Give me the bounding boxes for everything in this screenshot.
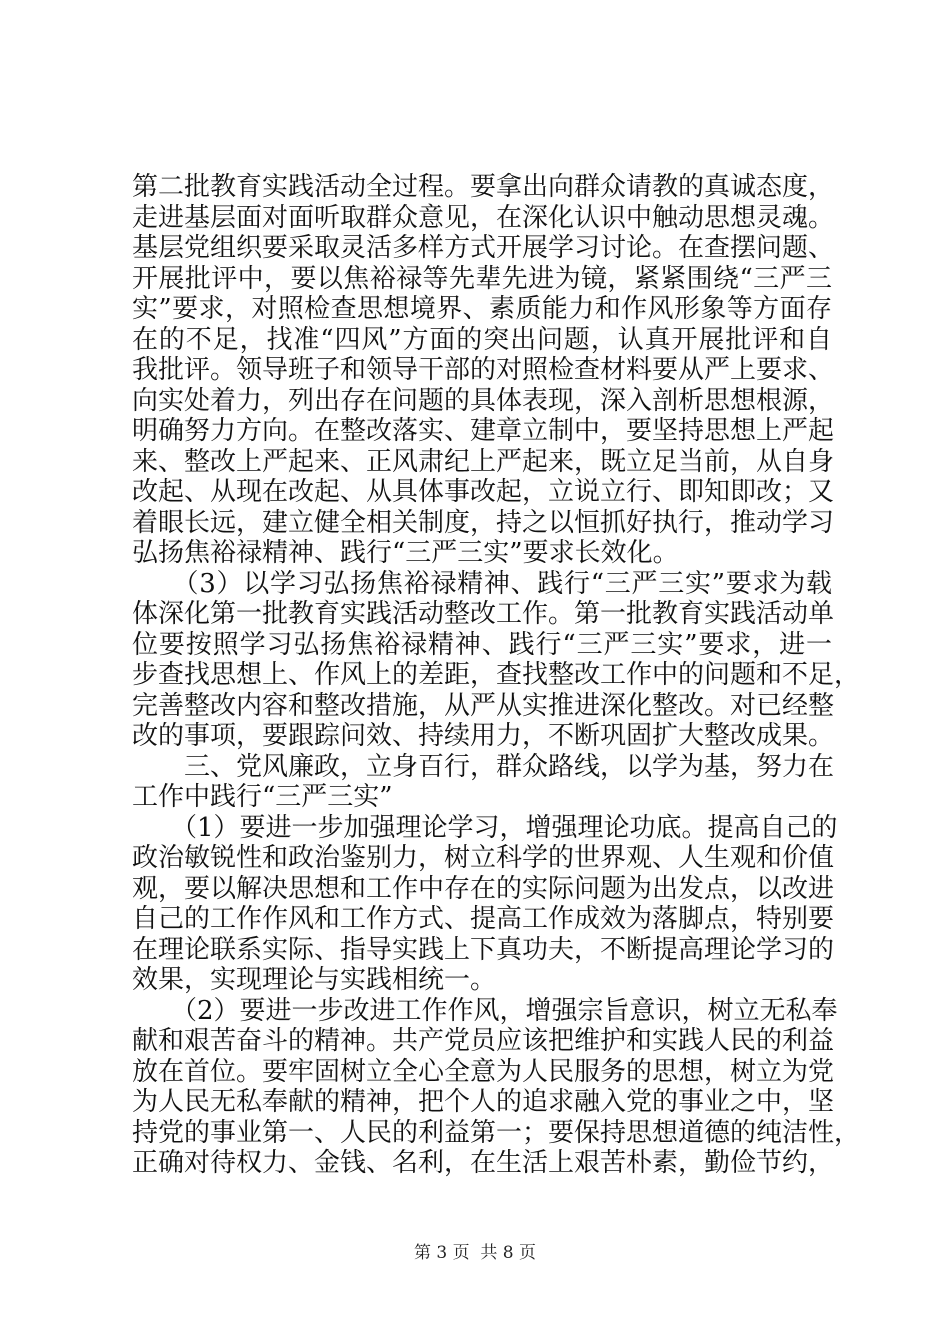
text-line: 基层党组织要采取灵活多样方式开展学习讨论。在查摆问题、 [132, 233, 835, 263]
page-number-label: 第 3 页 共 8 页 [413, 1243, 537, 1263]
text-line: 着眼长远，建立健全相关制度，持之以恒抓好执行，推动学习 [132, 507, 835, 538]
text-line: 工作中践行“三严三实” [132, 782, 393, 812]
text-line: 效果，实现理论与实践相统一。 [132, 965, 497, 995]
text-line: 开展批评中，要以焦裕禄等先辈先进为镜，紧紧围绕“三严三 [132, 263, 832, 294]
text-line: 持党的事业第一、人民的利益第一；要保持思想道德的纯洁性， [132, 1117, 861, 1148]
text-line: 来、整改上严起来、正风肃纪上严起来，既立足当前，从自身 [132, 446, 835, 477]
text-line: 自己的工作作风和工作方式、提高工作成效为落脚点，特别要 [132, 904, 835, 934]
text-line: 在的不足，找准“四风”方面的突出问题，认真开展批评和自 [132, 324, 832, 355]
text-line: 在理论联系实际、指导实践上下真功夫，不断提高理论学习的 [132, 934, 835, 965]
text-line: 观，要以解决思想和工作中存在的实际问题为出发点，以改进 [132, 873, 835, 904]
text-line: 体深化第一批教育实践活动整改工作。第一批教育实践活动单 [132, 599, 835, 629]
text-line: 献和艰苦奋斗的精神。共产党员应该把维护和实践人民的利益 [132, 1026, 835, 1056]
text-line: 弘扬焦裕禄精神、践行“三严三实”要求长效化。 [132, 538, 679, 568]
text-line: 改起、从现在改起、从具体事改起，立说立行、即知即改；又 [132, 477, 835, 507]
text-line: 明确努力方向。在整改落实、建章立制中，要坚持思想上严起 [132, 416, 835, 446]
text-line: 政治敏锐性和政治鉴别力，树立科学的世界观、人生观和价值 [132, 843, 835, 873]
text-line: 放在首位。要牢固树立全心全意为人民服务的思想，树立为党 [132, 1056, 835, 1087]
text-line: 实”要求，对照检查思想境界、素质能力和作风形象等方面存 [132, 294, 832, 324]
text-line: 改的事项，要跟踪问效、持续用力，不断巩固扩大整改成果。 [132, 721, 835, 751]
text-line: 我批评。领导班子和领导干部的对照检查材料要从严上要求、 [132, 355, 835, 385]
document-body [132, 172, 861, 1179]
text-line: 完善整改内容和整改措施，从严从实推进深化整改。对已经整 [132, 690, 835, 721]
text-line: 位要按照学习弘扬焦裕禄精神、践行“三严三实”要求，进一 [132, 629, 832, 660]
text-line: 向实处着力，列出存在问题的具体表现，深入剖析思想根源， [132, 385, 835, 416]
text-line: （3）以学习弘扬焦裕禄精神、践行“三严三实”要求为载 [132, 568, 832, 599]
text-line: 为人民无私奉献的精神，把个人的追求融入党的事业之中，坚 [132, 1087, 835, 1117]
text-line: 走进基层面对面听取群众意见，在深化认识中触动思想灵魂。 [132, 202, 835, 233]
text-line: （2）要进一步改进工作作风，增强宗旨意识，树立无私奉 [132, 995, 838, 1026]
text-line: 三、党风廉政，立身百行，群众路线，以学为基，努力在 [132, 751, 835, 782]
text-line: （1）要进一步加强理论学习，增强理论功底。提高自己的 [132, 812, 838, 843]
text-line: 第二批教育实践活动全过程。要拿出向群众请教的真诚态度， [132, 172, 835, 202]
text-line: 正确对待权力、金钱、名利，在生活上艰苦朴素，勤俭节约， [132, 1148, 835, 1178]
text-line: 步查找思想上、作风上的差距，查找整改工作中的问题和不足， [132, 660, 861, 690]
page-footer [0, 1242, 950, 1264]
